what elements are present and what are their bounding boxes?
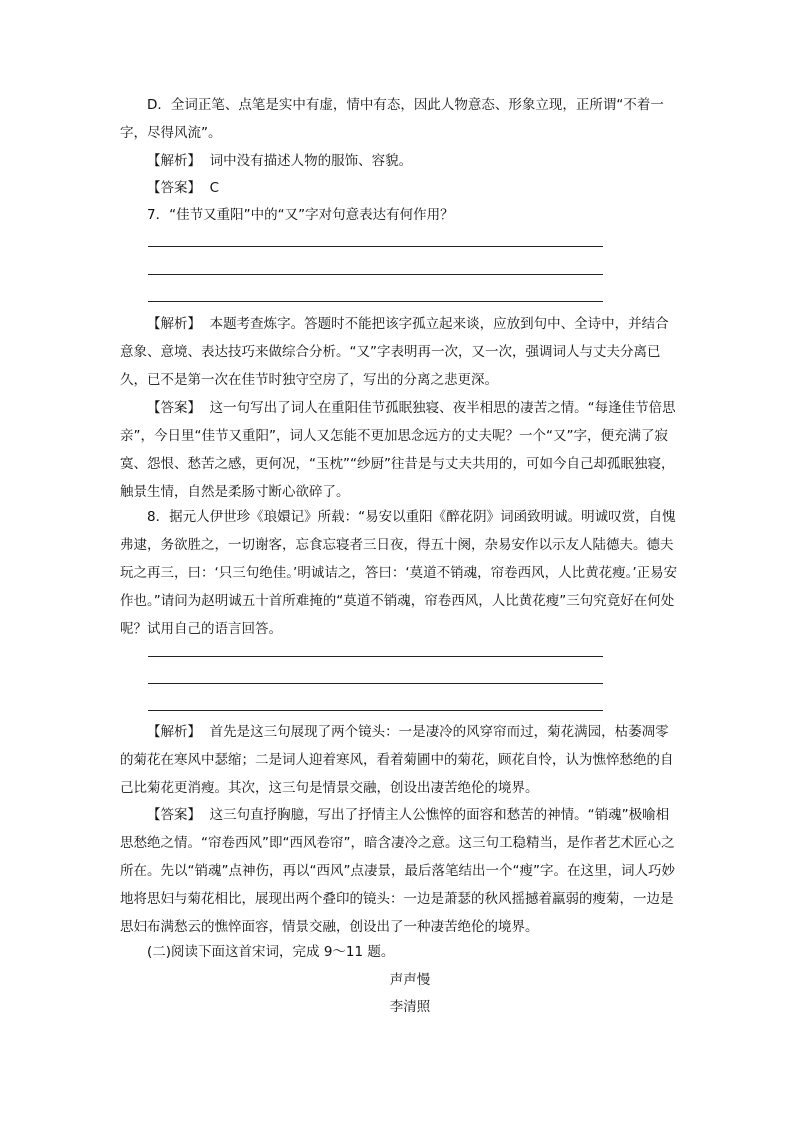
q7-answer [120,394,680,506]
analysis-text: 首先是这三句展现了两个镜头：一是凄冷的风穿帘而过，菊花满园，枯萎凋零的菊花在寒风中瑟缩；二是词人迎着寒风，看着菊圃中的菊花，顾花自怜，认为憔悴愁绝的自己比菊花更消瘦。其次，这三句是情景交融，创设出凄苦绝伦的境界。 [120,724,674,796]
question-7: 7．“佳节又重阳”中的“又”字对句意表达有何作用？ [147,207,454,223]
analysis-text: 词中没有描述人物的服饰、容貌。 [209,153,413,169]
q8-analysis [120,718,680,802]
answer-text: 这一句写出了词人在重阳佳节孤眠独寝、夜半相思的凄苦之情。“每逢佳节倍思亲”，今日里“佳节又重阳”，词人又怎能不更加思念远方的丈夫呢？一个“又”字，便充满了寂寞、怨恨、愁苦之感，更何况，“玉枕”“纱厨”往昔是与丈夫共用的，可如今自己却孤眠独寝，触景生情，自然是柔肠寸断心欲碎了。 [120,400,676,500]
section-2-intro: (二)阅读下面这首宋词，完成 9～11 题。 [147,944,395,960]
answer-line [148,656,603,657]
answer-line [148,246,603,247]
answer-line [148,301,603,302]
answer-line [148,274,603,275]
answer-text: 这三句直抒胸臆，写出了抒情主人公憔悴的面容和愁苦的神情。“销魂”极喻相思愁绝之情。“帘卷西风”即“西风卷帘”，暗含凄冷之意。这三句工稳精当，是作者艺术匠心之所在。先以“销魂”点神伤，再以“西风”点凄景，最后落笔结出一个“瘦”字。在这里，词人巧妙地将思妇与菊花相比，展现出两个叠印的镜头：一边是萧瑟的秋风摇撼着羸弱的瘦菊，一边是思妇布满愁云的憔悴面容，情景交融，创设出了一种凄苦绝伦的境界。 [120,807,675,935]
q6-analysis [120,147,680,175]
answer-text: C [209,180,220,196]
analysis-text: 本题考查炼字。答题时不能把该字孤立起来谈，应放到句中、全诗中，并结合意象、意境、表达技巧来做综合分析。“又”字表明再一次，又一次，强调词人与丈夫分离已久，已不是第一次在佳节时独守空房了，写出的分离之悲更深。 [120,316,669,388]
q6-answer [120,174,680,202]
poem-title: 声声慢 [389,972,431,988]
answer-label: 【答案】 [147,400,201,416]
answer-label: 【答案】 [147,807,201,823]
analysis-label: 【解析】 [147,724,201,740]
analysis-label: 【解析】 [147,153,201,169]
answer-label: 【答案】 [147,180,201,196]
q8-answer [120,801,680,941]
option-d-text: D．全词正笔、点笔是实中有虚，情中有态，因此人物意态、形象立现，正所谓“不着一字，尽得风流”。 [120,97,664,141]
answer-line [148,683,603,684]
analysis-label: 【解析】 [147,316,201,332]
question-8: 8．据元人伊世珍《琅嬛记》所载：“易安以重阳《醉花阴》词函致明诚。明诚叹赏，自愧弗逮，务欲胜之，一切谢客，忘食忘寝者三日夜，得五十阕，杂易安作以示友人陆德夫。德夫玩之再三，曰：‘只三句绝佳。’明诚诘之，答曰：‘莫道不销魂，帘卷西风，人比黄花瘦。’正易安作也。”请问为赵明诚五十首所难掩的“莫道不销魂，帘卷西风，人比黄花瘦”三句究竟好在何处呢？试用自己的语言回答。 [120,509,678,637]
q7-analysis [120,310,680,394]
poem-author: 李清照 [389,999,431,1015]
answer-line [148,710,603,711]
